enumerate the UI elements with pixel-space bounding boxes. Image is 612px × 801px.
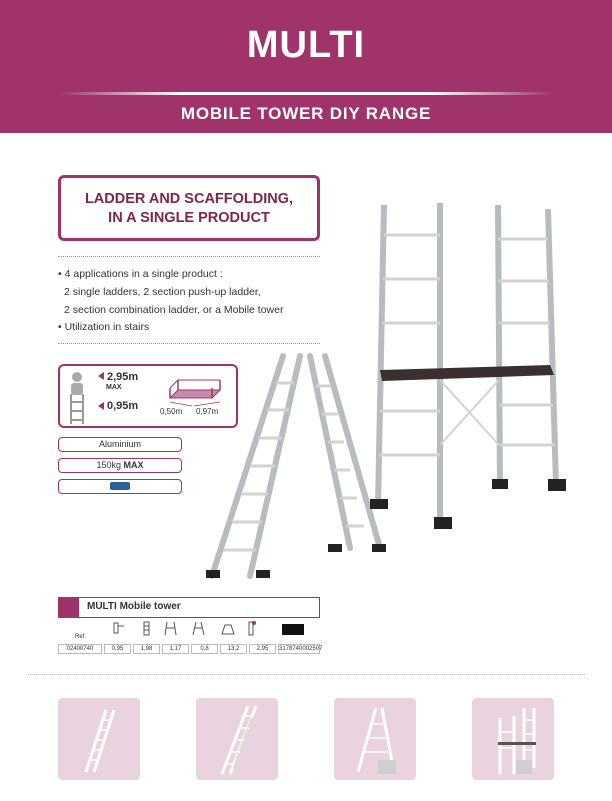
- load-value: 150kg: [96, 460, 121, 470]
- load-tag: MAX: [123, 460, 144, 470]
- thumbnail-push-up-ladder: [196, 698, 278, 780]
- load-pill: [58, 458, 182, 473]
- hero-line-1: LADDER AND SCAFFOLDING,: [84, 191, 294, 207]
- cell-value: 2,95: [249, 644, 276, 654]
- feature-item: • Utilization in stairs: [58, 321, 150, 334]
- cell-value: 0,8: [191, 644, 218, 654]
- working-height: 2,95m: [107, 371, 139, 383]
- feature-item: • 4 applications in a single product :: [58, 268, 223, 280]
- feature-item: 2 section combination ladder, or a Mobile tower: [64, 303, 284, 316]
- hero-box: [58, 175, 320, 241]
- divider: [28, 674, 585, 675]
- cell-value: 1,17: [162, 644, 189, 654]
- cell-ref: 02400740: [58, 644, 102, 654]
- table-header-icons: [104, 620, 364, 638]
- page-subtitle: MOBILE TOWER DIY RANGE: [180, 104, 432, 123]
- feature-list: [58, 266, 328, 337]
- title-swatch: [59, 598, 79, 617]
- thumbnail-combination-ladder: [334, 698, 416, 780]
- thumbnail-mobile-tower: [472, 698, 554, 780]
- header-divider: [60, 92, 552, 95]
- product-table-title: [58, 597, 320, 618]
- standard-badge-icon: [110, 482, 130, 490]
- divider: [58, 256, 320, 257]
- cell-value: 1,98: [133, 644, 160, 654]
- ref-label: Ref.: [75, 634, 87, 640]
- hero-line-2: IN A SINGLE PRODUCT: [108, 210, 270, 226]
- working-height-tag: MAX: [106, 384, 122, 391]
- cell-ean: 3178740002507: [279, 646, 323, 652]
- platform-height: 0,95m: [107, 400, 139, 412]
- platform-width: 0,50m: [160, 407, 183, 416]
- cell-value: 13,2: [220, 644, 247, 654]
- product-name: MULTI Mobile tower: [87, 601, 181, 612]
- material-pill: Aluminium: [58, 437, 182, 452]
- platform-length: 0,97m: [196, 407, 219, 416]
- divider: [58, 343, 320, 344]
- standard-pill: [58, 479, 182, 494]
- feature-item: 2 single ladders, 2 section push-up ladder,: [64, 285, 261, 298]
- tower-illustration: [370, 195, 570, 535]
- thumbnail-single-ladder: [58, 698, 140, 780]
- page-title: MULTI: [246, 24, 366, 66]
- cell-value: 0,95: [104, 644, 131, 654]
